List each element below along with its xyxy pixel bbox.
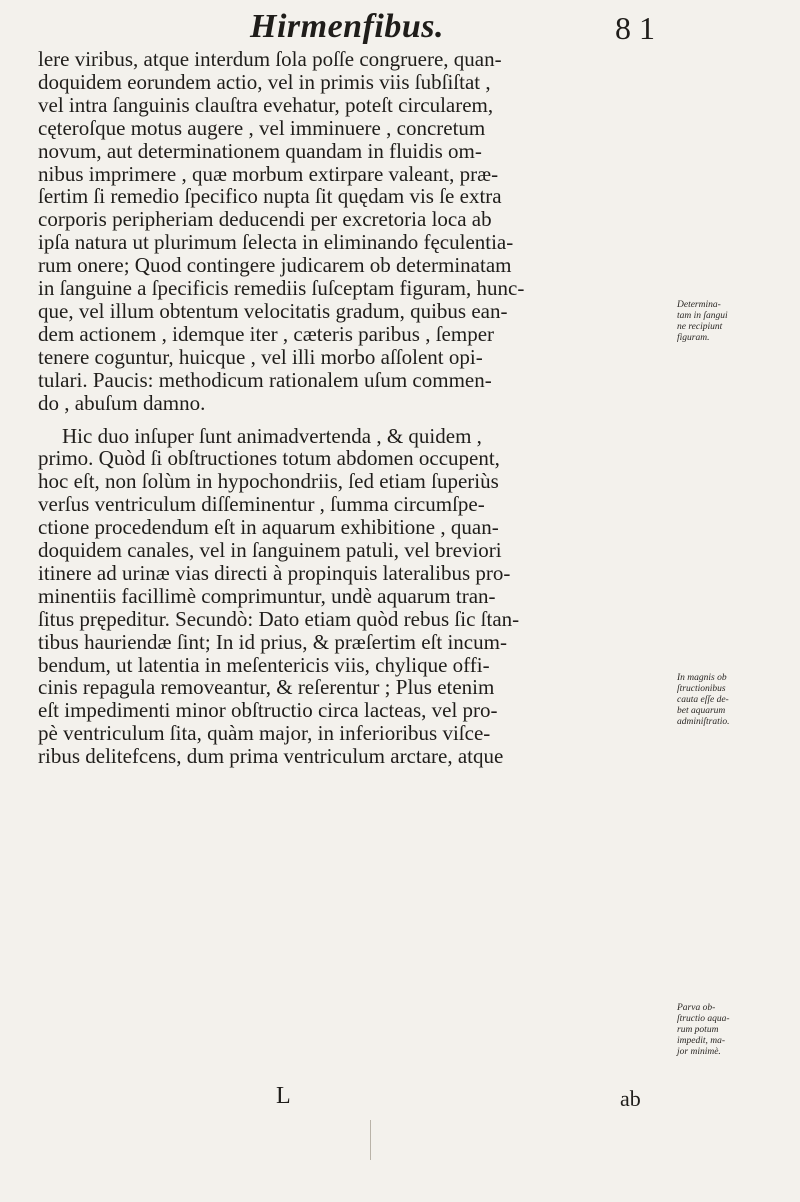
text-line: Hic duo inſuper ſunt animadvertenda , & quidem , — [62, 423, 482, 448]
margin-note-line: In magnis ob — [677, 673, 727, 683]
text-line: nibus imprimere , quæ morbum extirpare valeant, præ- — [38, 161, 499, 186]
text-line: tibus hauriendæ ſint; In id prius, & præſertim eſt incum- — [38, 629, 507, 654]
text-line: cęteroſque motus augere , vel imminuere , concretum — [38, 115, 486, 140]
text-line: itinere ad urinæ vias directi à propinquis lateralibus pro- — [38, 560, 511, 585]
text-line: do , abuſum damno. — [38, 390, 206, 415]
running-head — [195, 8, 655, 44]
text-line: minentiis facillimè comprimuntur, undè aquarum tran- — [38, 583, 496, 608]
text-line: primo. Quòd ſi obſtructiones totum abdomen occupent, — [38, 446, 500, 471]
text-line: ribus delitefcens, dum prima ventriculum arctare, atque — [38, 744, 504, 769]
margin-note-obstructionibus — [677, 673, 795, 728]
margin-note-line: figuram. — [677, 333, 710, 343]
margin-note-line: adminiſtratio. — [677, 717, 730, 727]
text-line: tenere coguntur, huicque , vel illi morbo aſſolent opi- — [38, 344, 483, 369]
margin-note-determinatam — [677, 300, 795, 344]
margin-note-line: cauta eſſe de- — [677, 695, 729, 705]
text-line: ſertim ſi remedio ſpecifico nupta ſit quędam vis ſe extra — [38, 184, 502, 209]
margin-note-line: ſtructio aqua- — [677, 1014, 730, 1024]
text-line: lere viribus, atque interdum ſola poſſe congruere, quan- — [38, 47, 502, 71]
text-line: hoc eſt, non ſolùm in hypochondriis, ſed etiam ſuperiùs — [38, 469, 499, 494]
margin-note-line: Parva ob- — [677, 1003, 716, 1013]
text-line: tulari. Paucis: methodicum rationalem uſum commen- — [38, 367, 492, 392]
text-line: cinis repagula removeantur, & reſerentur ; Plus etenim — [38, 675, 495, 700]
margin-note-line: rum potum — [677, 1025, 719, 1035]
text-line: novum, aut determinationem quandam in fluidis om- — [38, 138, 482, 163]
page-title: Hirmenfibus. — [250, 8, 444, 45]
margin-note-line: Determina- — [677, 300, 721, 310]
text-line: dem actionem , idemque iter , cæteris paribus , ſemper — [38, 321, 495, 346]
text-line: ipſa natura ut plurimum ſelecta in eliminando fęculentia- — [38, 230, 514, 255]
text-line: rum onere; Quod contingere judicarem ob determinatam — [38, 253, 512, 278]
text-line: ſitus prępeditur. Secundò: Dato etiam quòd rebus ſic ſtan- — [38, 606, 520, 631]
paper-fold-mark — [370, 1120, 371, 1160]
margin-note-line: tam in ſangui — [677, 311, 728, 321]
text-line: ctione procedendum eſt in aquarum exhibitione , quan- — [38, 515, 499, 540]
main-text-block — [38, 48, 670, 768]
text-line: in ſanguine a ſpecificis remediis ſuſceptam figuram, hunc- — [38, 276, 525, 301]
margin-note-line: bet aquarum — [677, 706, 726, 716]
margin-note-parva-obstructio — [677, 1003, 795, 1058]
text-line: pè ventriculum ſita, quàm major, in inferioribus viſce- — [38, 721, 491, 746]
text-line: bendum, ut latentia in meſentericis viis, chylique offi- — [38, 652, 490, 677]
text-line: verſus ventriculum diſſeminentur , ſumma circumſpe- — [38, 492, 485, 517]
margin-note-line: impedit, ma- — [677, 1036, 726, 1046]
text-line: corporis peripheriam deducendi per excretoria loca ab — [38, 207, 492, 232]
text-line: que, vel illum obtentum velocitatis gradum, quibus ean- — [38, 298, 508, 323]
catchword: ab — [620, 1086, 641, 1111]
text-line: doquidem canales, vel in ſanguinem patuli, vel breviori — [38, 538, 502, 563]
signature-mark: L — [276, 1083, 291, 1109]
page-number: 8 1 — [615, 10, 655, 46]
margin-note-line: ne recipiunt — [677, 322, 723, 332]
text-line: eſt impedimenti minor obſtructio circa lacteas, vel pro- — [38, 698, 498, 723]
text-line: doquidem eorundem actio, vel in primis viis ſubſiſtat , — [38, 69, 491, 94]
margin-note-line: jor minimè. — [677, 1047, 721, 1057]
margin-note-line: ſtructionibus — [677, 684, 726, 694]
text-line: vel intra ſanguinis clauſtra evehatur, poteſt circularem, — [38, 92, 494, 117]
